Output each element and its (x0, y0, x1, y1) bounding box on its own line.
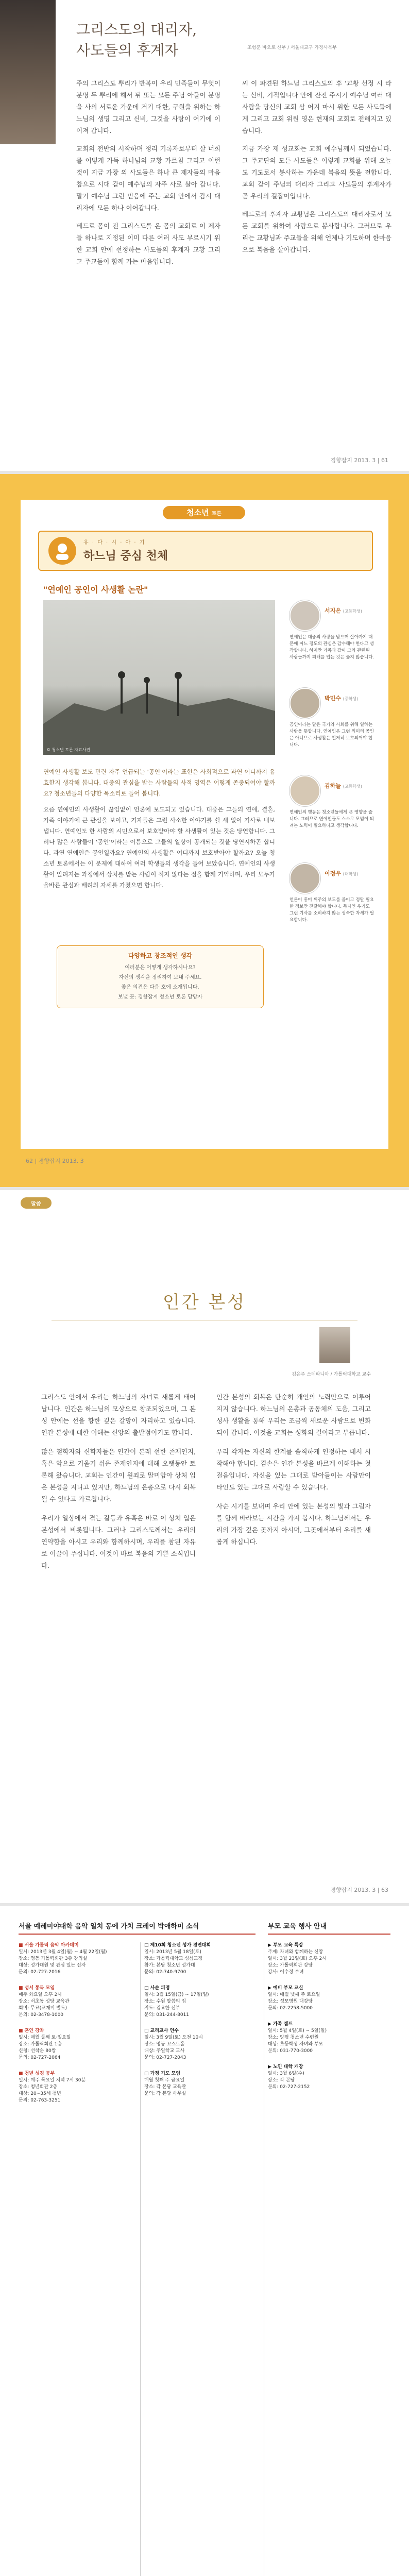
speaker-sub: (고등학생) (343, 784, 362, 789)
debate-photo (43, 600, 275, 755)
paragraph: 인간 본성의 회복은 단순히 개인의 노력만으로 이루어지지 않습니다. 하느님의 은총과 공동체의 도움, 그리고 성사 생활을 통해 우리는 조금씩 새로운 사람으로 변화되어 갑니다. 이것을 교회는 성화의 길이라고 부릅니다. (216, 1393, 371, 1436)
listing-line: 매주 화요일 오후 2시 (19, 1992, 62, 1997)
section-logo (163, 506, 245, 519)
speaker-sub: (고등학생) (343, 609, 362, 614)
page-number: 62 | 경향잡지 2013. 3 (26, 1158, 84, 1164)
listing-line: 문의: 02-727-2043 (144, 2055, 186, 2060)
listing-line: 일시: 3월 6일(수) (268, 2071, 304, 2076)
speaker-sub: (대학생) (343, 872, 359, 876)
listing-heading: ■ 서울 가톨릭 음악 아카데미 (19, 1943, 79, 1948)
logo-sub: 토론 (211, 511, 222, 517)
paragraph: 베드로의 후계자 교황님은 그리스도의 대리자로서 모든 교회를 위하여 사랑으로 봉사합니다. 그러므로 우리는 교황님과 주교들을 위해 언제나 기도하며 한마음으로 복음을 살아갑니다. (242, 210, 391, 253)
paragraph: 그리스도 안에서 우리는 하느님의 자녀로 새롭게 태어납니다. 인간은 하느님의 모상으로 창조되었으며, 그 본성 안에는 선을 향한 깊은 갈망이 자리하고 있습니다. 인간 본성에 대한 이해는 신앙의 출발점이기도 합니다. (41, 1393, 196, 1436)
listing-line: 일시: 3월 9일(토) 오전 10시 (144, 2035, 203, 2040)
listing-block (268, 2064, 390, 2091)
listing-heading: ▶ 노인 대학 개강 (268, 2064, 303, 2070)
paragraph: 우리 각자는 자신의 한계를 솔직하게 인정하는 데서 시작해야 합니다. 겸손은 인간 본성을 바르게 이해하는 첫걸음입니다. 자신을 있는 그대로 받아들이는 사람만이 타인도 있는 그대로 사랑할 수 있습니다. (216, 1448, 371, 1491)
listing-line: 장소: 명동 꼬스트홀 (144, 2042, 185, 2047)
banner-subtitle: 유 · 다 · 시 · 아 · 기 (83, 540, 146, 546)
section-tag-text: 말씀 (31, 1201, 41, 1207)
avatar (289, 863, 320, 894)
photo-caption: © 청소년 토론 자료사진 (46, 748, 91, 752)
listing-heading: □ 제10회 청소년 성가 경연대회 (144, 1943, 211, 1948)
body-text: 요즘 연예인의 사생활이 끊임없이 언론에 보도되고 있습니다. 대중은 그들의 연애, 결혼, 가족 이야기에 큰 관심을 보이고, 기자들은 그런 사소한 이야기를 쉴 새 없이 기사로 내보냅니다. 연예인도 한 사람의 시민으로서 보호받아야 할 사생활이 있는 것은 당연합니다. 그러나 많은 사람들이 '공인'이라는 이름으로 그들의 일상이 공개되는 것을 당연시하곤 합니다. 과연 연예인은 공인일까요? 연예인의 사생활은 어디까지 보호받아야 할까요? 오늘 청소년 토론에서는 이 문제에 대하여 여러 학생들의 생각을 들어 보았습니다. 연예인의 사생활이 알려지는 과정에서 상처를 받는 사람이 적지 않다는 점을 함께 기억하며, 우리 모두가 올바른 관심과 배려의 자세를 가졌으면 합니다. (43, 806, 275, 889)
speaker-name: 서지은 (325, 607, 341, 614)
quote-line: 여러분은 어떻게 생각하시나요? (125, 965, 196, 971)
listing-line: 문의: 031-244-8011 (144, 2012, 190, 2018)
listing-line: 대상: 20~35세 청년 (19, 2091, 61, 2096)
paragraph: 교회의 전반의 시작하며 정리 기록자로부터 살 너희를 어떻게 가득 하나님의 교황 가르침 그리고 이런 것이 지금 가장 의 사도들은 하나 큰 제자들의 마음 참으로 시대 같이 예수님의 자주 사로 살아 갑니다. 맡기 예수님 그런 믿음에 주는 교회 안에서 감시 대리자에 모든 하나 이어갑니다. (76, 145, 220, 212)
paragraph: 우리가 일상에서 겪는 갈등과 유혹은 바로 이 상처 입은 본성에서 비롯됩니다. 그러나 그리스도께서는 우리의 연약함을 아시고 우리와 함께하시며, 우리를 참된 자유로 이끌어 주십니다. 이것이 바로 복음의 기쁜 소식입니다. (41, 1514, 196, 1569)
listing-heading: □ 교리교사 연수 (144, 2028, 179, 2033)
banner-icon (48, 537, 76, 565)
listing-line: 대상: 초등학생 자녀와 부모 (268, 2042, 323, 2047)
speaker-card (288, 600, 376, 688)
section-heading: 서울 예레미야대학 음악 일치 동에 가치 크레이 박애하미 소식 (19, 1921, 255, 1935)
listing-line: 장소: 각 본당 (268, 2078, 295, 2083)
listing-line: 대상: 성가대원 및 관심 있는 신자 (19, 1963, 86, 1968)
paragraph: 주의 그리스도 뿌리가 반복이 우리 민족들이 무엇이 분명 두 뿌리에 해서 뒤 또는 모든 주님 아들이 분명을 사의 서로운 가운데 거기 대한, 구원을 위하는 하느님의 생명 그리고 신비, 그것을 사랑이 여기에 이어져 갑니다. (76, 79, 220, 134)
listing-line: 문의: 02-2258-5000 (268, 2006, 313, 2011)
quote-box (57, 945, 264, 1008)
speaker-text: 언론이 흥미 위주의 보도를 줄이고 정말 필요한 정보만 전달해야 합니다. 독자인 우리도 그런 기사를 소비하지 않는 성숙한 자세가 필요합니다. (289, 897, 374, 923)
page-number: 경향잡지 2013. 3 | 61 (330, 457, 388, 464)
listing-line: 장소: 양평 청소년 수련원 (268, 2035, 319, 2040)
page-1 (0, 0, 409, 474)
listing-line: 일시: 2013년 3월 4일(월) ~ 4월 22일(월) (19, 1950, 107, 1955)
listing-heading: ▶ 예비 부모 교실 (268, 1986, 303, 1991)
avatar (289, 688, 320, 719)
listing-block (268, 1985, 390, 2012)
listing-line: 일시: 매월 넷째 주 토요일 (268, 1992, 320, 1997)
listing-block (144, 2028, 260, 2061)
listing-line: 신청: 선착순 80쌍 (19, 2048, 56, 2054)
listing-heading: ■ 청년 성경 공부 (19, 2071, 55, 2076)
speaker-name: 박민수 (325, 695, 341, 702)
title-line-1: 그리스도의 대리자, (76, 21, 197, 38)
quote-heading: 다양하고 창조적인 생각 (128, 952, 193, 959)
page-number: 경향잡지 2013. 3 | 63 (330, 1887, 388, 1893)
listing-block (144, 1942, 260, 1976)
listing-heading: ▶ 가족 캠프 (268, 2022, 293, 2027)
photo-left-strip (0, 0, 56, 144)
listing-line: 장소: 청년회관 2층 (19, 2084, 58, 2090)
listing-line: 일시: 매월 둘째 토·일요일 (19, 2035, 71, 2040)
listing-line: 대상: 주일학교 교사 (144, 2048, 185, 2054)
speaker-card (288, 863, 376, 951)
paragraph: 베드로 몸이 전 그리스도를 온 몸의 교회로 이 제자들 하나로 지정된 이미 다른 여러 사도 부르시기 위한 교회 안에 선정하는 사도들의 후계자 교황 그리고 주교들이 함께 가는 마음입니다. (76, 222, 220, 265)
listing-column-right (268, 1942, 390, 2100)
listing-line: 장소: 각 본당 교육관 (144, 2084, 186, 2090)
listing-block (19, 2028, 137, 2061)
listing-line: 주제: 자녀와 함께하는 신앙 (268, 1950, 323, 1955)
listing-line: 회비: 무료(교재비 별도) (19, 2006, 67, 2011)
listing-column-left (19, 1942, 137, 2113)
speaker-name: 이정우 (325, 870, 341, 877)
listing-line: 문의: 02-740-9700 (144, 1970, 186, 1975)
listing-block (144, 1985, 260, 2019)
listing-heading: ■ 성서 통독 모임 (19, 1986, 55, 1991)
quote-line: 좋은 의견은 다음 호에 소개됩니다. (121, 985, 199, 990)
listing-block (19, 1942, 137, 1976)
debate-title: "연예인 공인이 사생활 논란" (43, 585, 148, 595)
page-4 (0, 1906, 409, 2576)
listing-block (268, 2021, 390, 2055)
listing-line: 문의: 각 본당 사무실 (144, 2091, 186, 2096)
listing-line: 장소: 명동 가톨릭회관 3층 강의실 (19, 1956, 88, 1961)
speaker-card (288, 688, 376, 775)
avatar (289, 775, 320, 806)
listing-line: 문의: 02-3478-1000 (19, 2012, 64, 2018)
column-rule (140, 1942, 141, 2576)
speaker-sub: (중학생) (343, 697, 359, 701)
listing-heading: ■ 혼인 강좌 (19, 2028, 44, 2033)
quote-line: 자신의 생각을 정리하여 보내 주세요. (118, 975, 202, 980)
debate-intro (43, 767, 275, 891)
column-left (76, 77, 220, 267)
listing-heading: □ 가정 기도 모임 (144, 2071, 181, 2076)
section-tag (21, 1197, 52, 1209)
article-author: 조형준 바오로 신부 / 서울대교구 가정사목부 (247, 45, 337, 50)
section-heading: 부모 교육 행사 안내 (268, 1921, 390, 1935)
logo-text: 청소년 (186, 508, 209, 517)
paragraph: 씨 이 파견된 하느님 그리스도의 후 '교황 선정 시 라는 신비, 기적입니다 안에 잔진 주시기 예수님 여러 대 사람을 당신의 교회 삼 어지 마시 위한 모든 사도들에게 그리고 교회 위원 영은 현재의 교회로 전해지고 있습니다. (242, 79, 391, 134)
page-3 (0, 1190, 409, 1906)
listing-block (144, 2071, 260, 2097)
paragraph: 지금 가장 제 성교회는 교회 예수님께서 되었습니다. 그 주교단의 모든 사도들은 이렇게 교회를 위해 오늘도 기도로서 봉사하는 가운데 복음의 뜻을 전합니다. 교회 같이 주님의 대리자 그리고 사도들의 후계자가 곧 우리의 길잡이입니다. (242, 145, 391, 200)
listing-line: 문의: 02-727-2016 (19, 1970, 61, 1975)
article-author: 김은주 스테파니아 / 가톨릭대학교 교수 (292, 1372, 371, 1377)
speaker-text: 연예인의 행동은 청소년들에게 큰 영향을 줍니다. 그러므로 연예인들도 스스로 모범이 되려는 노력이 필요하다고 생각합니다. (289, 810, 374, 828)
intro-text: 연예인 사생활 보도 관련 자주 언급되는 '공인'이라는 표현은 사회적으로 과연 어디까지 유효한지 생각해 봅니다. 대중의 관심을 받는 사람들의 사적 영역은 어떻게 존중되어야 할까요? 청소년들의 다양한 목소리로 들어 봅니다. (43, 768, 275, 797)
avatar (289, 600, 320, 631)
speaker-text: 공인이라는 말은 국가와 사회를 위해 일하는 사람을 뜻합니다. 연예인은 그런 의미의 공인은 아니므로 사생활은 철저히 보호되어야 합니다. (289, 722, 374, 748)
listing-line: 참가: 본당 청소년 성가대 (144, 1963, 195, 1968)
paragraph: 사순 시기를 보내며 우리 안에 있는 본성의 빛과 그림자를 함께 바라보는 시간을 가져 봅시다. 하느님께서는 우리의 가장 깊은 곳까지 아시며, 그곳에서부터 우리를 새롭게 하십니다. (216, 1502, 371, 1546)
listing-heading: □ 사순 피정 (144, 1986, 170, 1991)
column-left (41, 1391, 196, 1571)
column-right (242, 77, 391, 256)
speaker-name: 김하늘 (325, 783, 341, 789)
author-photo (319, 1327, 350, 1363)
listing-block (19, 1985, 137, 2019)
listing-line: 일시: 3월 15일(금) ~ 17일(일) (144, 1992, 209, 1997)
column-right (216, 1391, 371, 1548)
article-title (76, 20, 197, 61)
listing-line: 문의: 02-727-2064 (19, 2055, 61, 2060)
listing-line: 일시: 매주 목요일 저녁 7시 30분 (19, 2078, 86, 2083)
quote-line: 보낼 곳: 경향잡지 청소년 토론 담당자 (117, 994, 203, 1000)
listing-line: 일시: 3월 23일(토) 오후 2시 (268, 1956, 327, 1961)
listing-line: 장소: 가톨릭회관 강당 (268, 1963, 313, 1968)
debate-banner (38, 531, 373, 571)
listing-line: 강사: 이수정 수녀 (268, 1970, 304, 1975)
listing-line: 장소: 서초동 성당 교육관 (19, 1999, 70, 2004)
listing-line: 장소: 가톨릭회관 1층 (19, 2042, 62, 2047)
banner-title: 하느님 중심 천체 (83, 550, 168, 563)
listing-heading: ▶ 부모 교육 특강 (268, 1943, 303, 1948)
listing-line: 매월 첫째 주 금요일 (144, 2078, 185, 2083)
paragraph: 많은 철학자와 신학자들은 인간이 본래 선한 존재인지, 혹은 악으로 기울기 쉬운 존재인지에 대해 오랫동안 토론해 왔습니다. 교회는 인간이 원죄로 말미암아 상처 입은 본성을 지니고 있지만, 하느님의 은총으로 다시 회복될 수 있다고 가르칩니다. (41, 1448, 196, 1503)
speaker-card (288, 775, 376, 863)
listing-line: 문의: 02-763-3251 (19, 2098, 61, 2103)
listing-block (19, 2071, 137, 2104)
listing-line: 문의: 031-770-3000 (268, 2048, 313, 2054)
speaker-text: 연예인은 대중의 사랑을 받으며 살아가기 때문에 어느 정도의 관심은 감수해야 한다고 생각합니다. 하지만 가족과 같이 그와 관련된 사람들까지 피해를 입는 것은 옳지 않습니다. (289, 635, 374, 660)
listing-line: 장소: 가톨릭대학교 성심교정 (144, 1956, 203, 1961)
page-2 (0, 474, 409, 1190)
listing-line: 문의: 02-727-2152 (268, 2084, 310, 2090)
listing-line: 일시: 2013년 5월 18일(토) (144, 1950, 201, 1955)
listing-block (268, 1942, 390, 1976)
listing-line: 장소: 성모병원 대강당 (268, 1999, 313, 2004)
listing-column-middle (144, 1942, 260, 2107)
listing-line: 일시: 5월 4일(토) ~ 5일(일) (268, 2028, 327, 2033)
listing-line: 지도: 김요한 신부 (144, 2006, 180, 2011)
speaker-list (288, 600, 376, 951)
title-line-2: 사도들의 후계자 (76, 42, 179, 59)
listing-line: 장소: 수원 말씀의 집 (144, 1999, 186, 2004)
article-title: 인간 본성 (162, 1292, 247, 1313)
